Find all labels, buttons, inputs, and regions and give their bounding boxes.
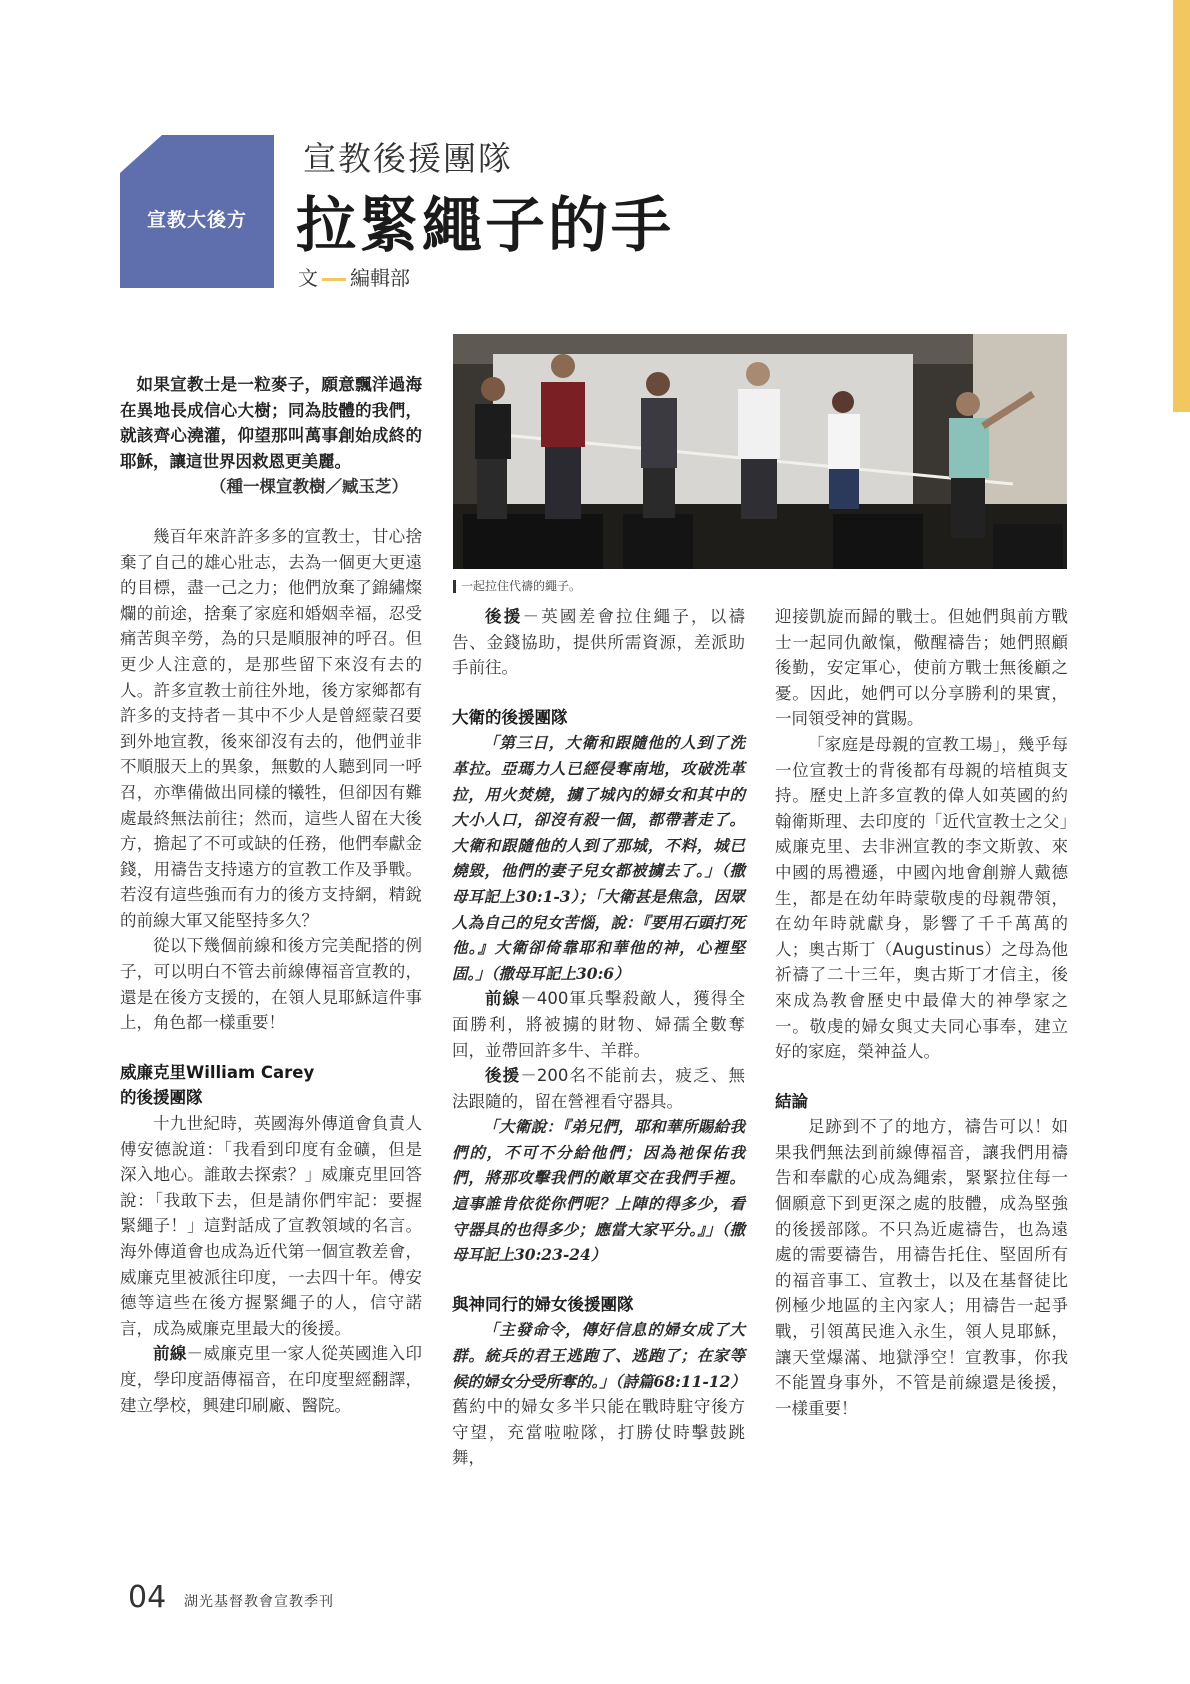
scripture-quote: 「第三日，大衛和跟隨他的人到了洗革拉。亞瑪力人已經侵奪南地，攻破洗革拉，用火焚燒，擄了城內的婦女和其中的大小人口，卻沒有殺一個，都帶著走了。大衛和跟隨他的人到了那城，不料，城已燒毀，他們的妻子兒女都被擄去了。」（撒母耳記上30:1-3）；「大衛甚是焦急，因眾人為自己的兒女苦惱，說：『要用石頭打死他。』大衛卻倚靠耶和華他的神，心裡堅固。」（撒母耳記上30:6） bbox=[452, 733, 745, 983]
photo-caption: 一起拉住代禱的繩子。 bbox=[453, 577, 581, 594]
paragraph: 十九世紀時，英國海外傳道會負責人傅安德說道：「我看到印度有金礦，但是深入地心。誰敢去探索？」威廉克里回答說：「我敢下去，但是請你們牢記：要握緊繩子！」這對話成了宣教領域的名言。海外傳道會也成為近代第一個宣教差會，威廉克里被派往印度，一去四十年。傅安德等這些在後方握緊繩子的人，信守諾言，成為威廉克里最大的後援。 bbox=[120, 1114, 422, 1338]
byline bbox=[298, 262, 410, 291]
scripture-quote: 「主發命令，傳好信息的婦女成了大群。統兵的君王逃跑了、逃跑了；在家等候的婦女分受所奪的。」（詩篇68:11-12） bbox=[452, 1320, 746, 1391]
paragraph: 前線－400軍兵擊殺敵人，獲得全面勝利，將被擄的財物、婦孺全數奪回，並帶回許多牛、羊群。 bbox=[452, 989, 746, 1060]
journal-name: 湖光基督教會宣教季刊 bbox=[184, 1594, 334, 1610]
term-label: 前線 bbox=[485, 989, 521, 1009]
term-label: 後援 bbox=[485, 1066, 521, 1086]
lead-quote: 如果宣教士是一粒麥子，願意飄洋過海在異地長成信心大樹；同為肢體的我們，就該齊心澆灌，仰望那叫萬事創始成終的耶穌，讓這世界因救恩更美麗。 bbox=[120, 375, 422, 471]
paragraph: 迎接凱旋而歸的戰士。但她們與前方戰士一起同仇敵愾，儆醒禱告；她們照顧後勤，安定軍心，使前方戰士無後顧之憂。因此，她們可以分享勝利的果實，一同領受神的賞賜。 bbox=[775, 607, 1068, 729]
article-photo bbox=[453, 334, 1067, 569]
section-heading: 結論 bbox=[775, 1091, 808, 1111]
paragraph: 幾百年來許許多多的宣教士，甘心捨棄了自己的雄心壯志，去為一個更大更遠的目標，盡一己之力；他們放棄了錦繡燦爛的前途，捨棄了家庭和婚姻幸福，忍受痛苦與辛勞，為的只是順服神的呼召。但更少人注意的，是那些留下來沒有去的人。許多宣教士前往外地，後方家鄉都有許多的支持者－其中不少人是曾經蒙召要到外地宣教，後來卻沒有去的，他們並非不順服天上的異象，無數的人聽到同一呼召，亦準備做出同樣的犧牲，但卻因有難處最終無法前往；然而，這些人留在大後方，擔起了不可或缺的任務，他們奉獻金錢，用禱告支持遠方的宣教工作及爭戰。若沒有這些強而有力的後方支持網，精銳的前線大軍又能堅持多久？ bbox=[120, 526, 422, 930]
paragraph: 足跡到不了的地方，禱告可以！如果我們無法到前線傳福音，讓我們用禱告和奉獻的心成為繩索，緊緊拉住每一個願意下到更深之處的肢體，成為堅強的後援部隊。不只為近處禱告，也為遠處的需要禱告，用禱告托住、堅固所有的福音事工、宣教士，以及在基督徒比例極少地區的主內家人；用禱告一起爭戰，引領萬民進入永生，領人見耶穌，讓天堂爆滿、地獄淨空！宣教事，你我不能置身事外，不管是前線還是後援，一樣重要！ bbox=[775, 1117, 1068, 1418]
section-heading-line2: 的後援團隊 bbox=[120, 1088, 203, 1108]
edge-accent-strip bbox=[1173, 0, 1190, 412]
article-kicker: 宣教後援團隊 bbox=[303, 139, 513, 178]
column-3 bbox=[775, 604, 1068, 1421]
paragraph: 後援－英國差會拉住繩子，以禱告、金錢協助，提供所需資源，差派助手前往。 bbox=[452, 607, 746, 678]
section-badge-label: 宣教大後方 bbox=[146, 209, 247, 231]
column-2 bbox=[452, 604, 745, 1471]
section-heading: 威廉克里William Carey bbox=[120, 1062, 315, 1082]
term-label: 前線 bbox=[153, 1344, 187, 1364]
caption-bar bbox=[453, 580, 456, 593]
column-1 bbox=[120, 372, 422, 1418]
paragraph: 從以下幾個前線和後方完美配搭的例子，可以明白不管去前線傳福音宣教的，還是在後方支援的，在領人見耶穌這件事上，角色都一樣重要！ bbox=[120, 936, 422, 1033]
paragraph: 後援－200名不能前去，疲乏、無法跟隨的，留在營裡看守器具。 bbox=[452, 1066, 746, 1111]
byline-prefix: 文 bbox=[298, 266, 318, 290]
scripture-quote: 「大衛說：『弟兄們，耶和華所賜給我們的，不可不分給他們；因為祂保佑我們，將那攻擊我們的敵軍交在我們手裡。這事誰肯依從你們呢？上陣的得多少，看守器具的也得多少；應當大家平分。』」（撒母耳記上30:23-24） bbox=[452, 1117, 745, 1265]
section-heading: 大衛的後援團隊 bbox=[452, 707, 568, 727]
term-label: 後援 bbox=[485, 607, 523, 626]
paragraph: 舊約中的婦女多半只能在戰時駐守後方守望，充當啦啦隊，打勝仗時擊鼓跳舞， bbox=[452, 1397, 745, 1468]
section-heading: 與神同行的婦女後援團隊 bbox=[452, 1294, 634, 1314]
photo-people-pulling-rope bbox=[453, 334, 1067, 569]
byline-name: 編輯部 bbox=[350, 266, 410, 290]
lead-quote-source: （種一棵宣教樹／臧玉芝） bbox=[210, 477, 408, 497]
page-number: 04 bbox=[128, 1580, 167, 1615]
paragraph: 前線－威廉克里一家人從英國進入印度，學印度語傳福音，在印度聖經翻譯，建立學校，興建印刷廠、醫院。 bbox=[120, 1344, 423, 1415]
paragraph: 「家庭是母親的宣教工場」，幾乎每一位宣教士的背後都有母親的培植與支持。歷史上許多宣教的偉人如英國的約翰衛斯理、去印度的「近代宣教士之父」威廉克里、去非洲宣教的李文斯敦、來中國的馬禮遜，中國內地會創辦人戴德生，都是在幼年時蒙敬虔的母親帶領，在幼年時就獻身，影響了千千萬萬的人；奧古斯丁（Augustinus）之母為他祈禱了二十三年，奧古斯丁才信主，後來成為教會歷史中最偉大的神學家之一。敬虔的婦女與丈夫同心事奉，建立好的家庭，榮神益人。 bbox=[775, 734, 1068, 1062]
article-title: 拉緊繩子的手 bbox=[296, 191, 674, 261]
byline-dash bbox=[322, 278, 346, 281]
badge-corner-fold bbox=[120, 135, 162, 173]
